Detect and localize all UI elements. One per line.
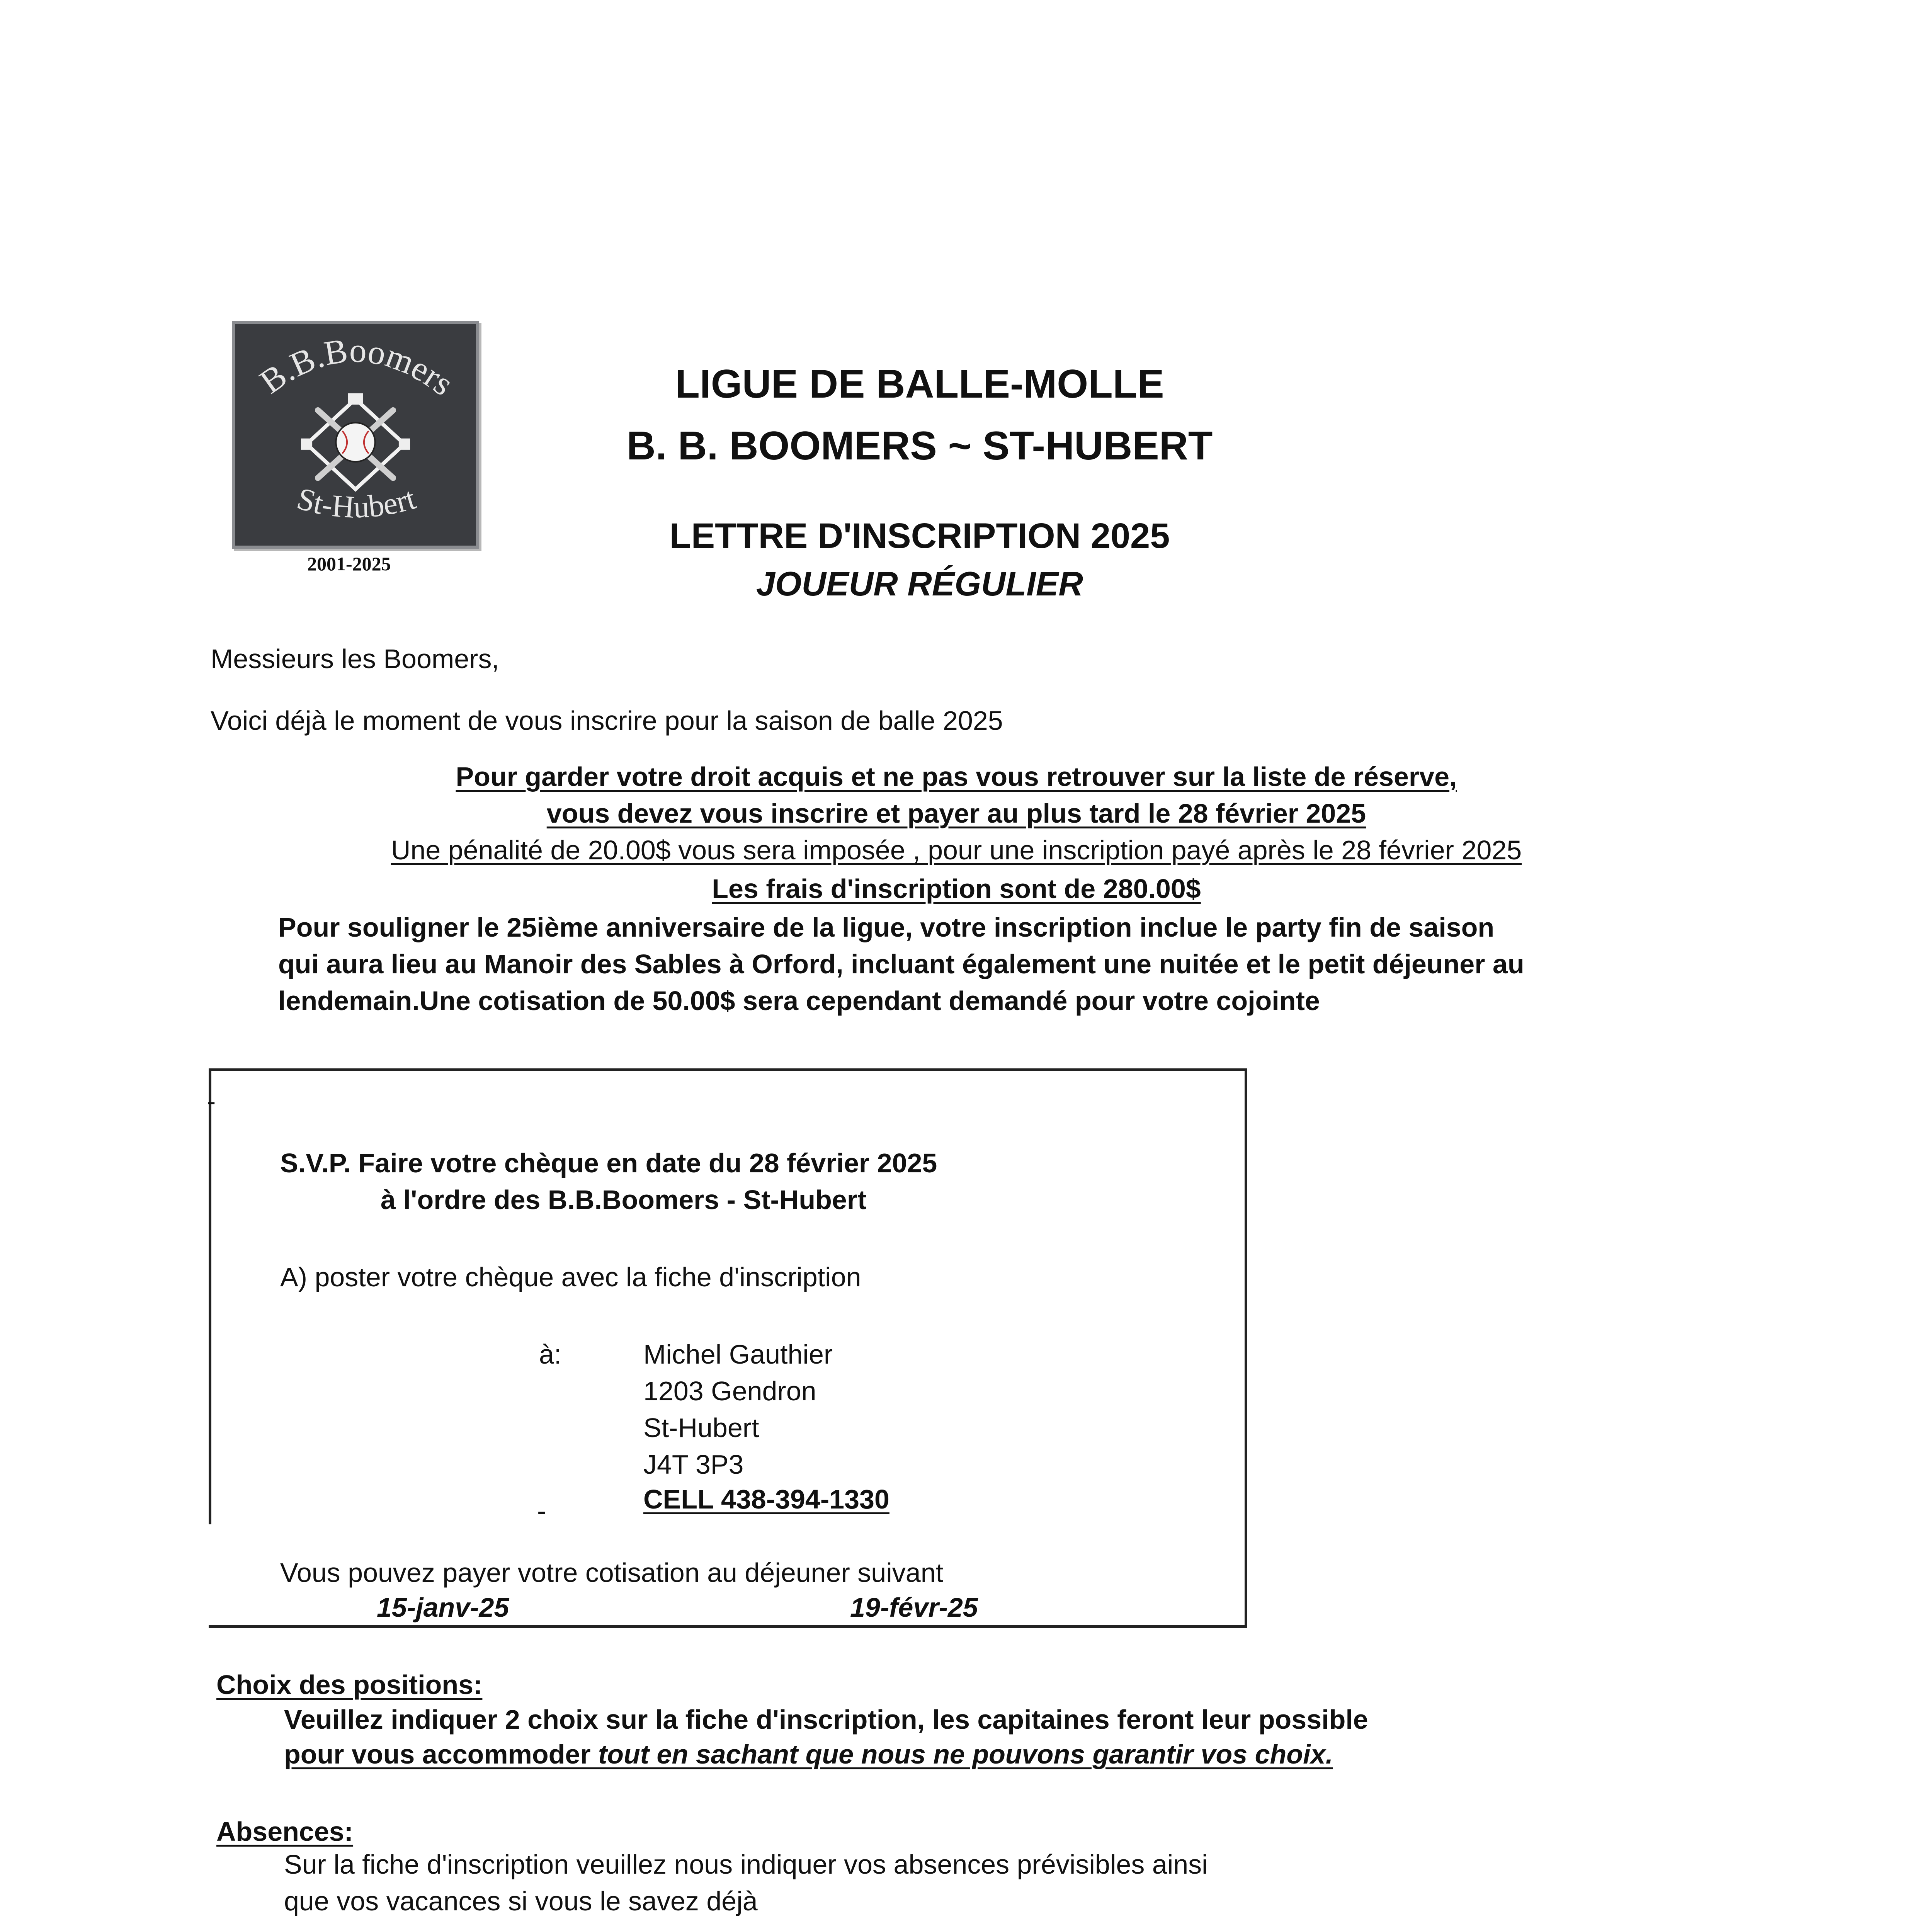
- anniversary-line3: lendemain.Une cotisation de 50.00$ sera cependant demandé pour votre cojointe: [278, 986, 1320, 1016]
- anniversary-line1: Pour souligner le 25ième anniversaire de la ligue, votre inscription inclue le party fin de saison: [278, 912, 1495, 942]
- payment-box-left-border: [209, 1068, 211, 1524]
- positions-line2: [284, 1739, 1333, 1770]
- logo-years: 2001-2025: [307, 553, 391, 575]
- address-label: à:: [539, 1339, 562, 1369]
- positions-heading: Choix des positions:: [216, 1670, 483, 1700]
- box-dash-top: -: [207, 1086, 216, 1116]
- positions-line2-start: pour vous accommoder: [284, 1739, 598, 1769]
- breakfast-date-2: 19-févr-25: [850, 1592, 978, 1622]
- player-type: JOUEUR RÉGULIER: [756, 565, 1083, 603]
- address-cell: CELL 438-394-1330: [643, 1484, 889, 1514]
- header-line1: LIGUE DE BALLE-MOLLE: [675, 362, 1164, 406]
- address-city: St-Hubert: [643, 1413, 759, 1443]
- penalty-notice: Une pénalité de 20.00$ vous sera imposée , pour une inscription payé après le 28 février 2025: [391, 835, 1522, 865]
- logo-text-bottom: St-Hubert: [293, 480, 420, 525]
- breakfast-date-1: 15-janv-25: [377, 1592, 509, 1622]
- notice-line1: Pour garder votre droit acquis et ne pas vous retrouver sur la liste de réserve,: [456, 762, 1457, 792]
- cheque-date-line: S.V.P. Faire votre chèque en date du 28 février 2025: [280, 1148, 937, 1178]
- page-title: LETTRE D'INSCRIPTION 2025: [669, 516, 1170, 556]
- notice-line2: vous devez vous inscrire et payer au plus tard le 28 février 2025: [546, 798, 1366, 828]
- absences-line2: que vos vacances si vous le savez déjà: [284, 1886, 758, 1916]
- positions-line2-italic: tout en sachant que nous ne pouvons garantir vos choix.: [598, 1739, 1333, 1769]
- option-a-line: A) poster votre chèque avec la fiche d'inscription: [280, 1262, 861, 1292]
- breakfast-line: Vous pouvez payer votre cotisation au déjeuner suivant: [280, 1558, 944, 1588]
- address-name: Michel Gauthier: [643, 1339, 833, 1369]
- address-street: 1203 Gendron: [643, 1376, 816, 1406]
- league-logo: [232, 321, 479, 549]
- baseball-diamond-icon: [235, 324, 476, 546]
- absences-heading: Absences:: [216, 1816, 354, 1847]
- header-line2: B. B. BOOMERS ~ ST-HUBERT: [626, 423, 1213, 468]
- greeting: Messieurs les Boomers,: [211, 644, 499, 674]
- svg-text:B.B.Boomers: [253, 331, 461, 403]
- intro-line: Voici déjà le moment de vous inscrire pour la saison de balle 2025: [211, 706, 1003, 736]
- anniversary-line2: qui aura lieu au Manoir des Sables à Orford, incluant également une nuitée et le petit déjeuner au: [278, 949, 1524, 979]
- box-dash-bottom: -: [537, 1496, 546, 1526]
- address-postal: J4T 3P3: [643, 1449, 744, 1480]
- absences-line1: Sur la fiche d'inscription veuillez nous indiquer vos absences prévisibles ainsi: [284, 1849, 1208, 1879]
- cheque-payee-line: à l'ordre des B.B.Boomers - St-Hubert: [381, 1185, 867, 1215]
- positions-line1: Veuillez indiquer 2 choix sur la fiche d'inscription, les capitaines feront leur possible: [284, 1704, 1368, 1735]
- logo-text-top: B.B.Boomers: [253, 331, 461, 403]
- fees-notice: Les frais d'inscription sont de 280.00$: [712, 874, 1201, 904]
